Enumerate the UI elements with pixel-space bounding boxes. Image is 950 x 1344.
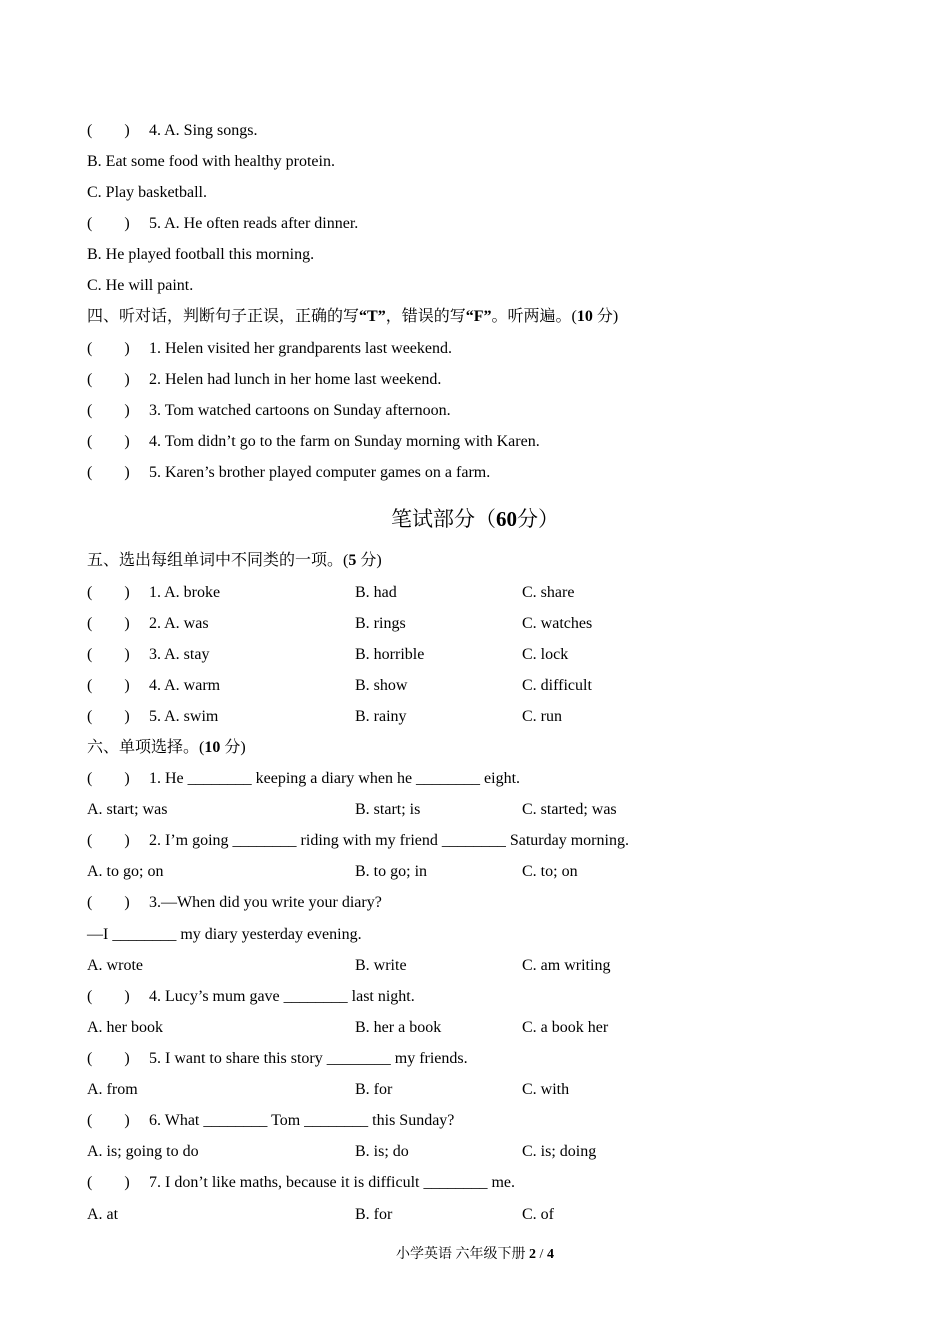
option-c: C. run <box>522 708 562 725</box>
part6-q1: ( ) 1. He ________ keeping a diary when he ________ eight. <box>87 770 521 787</box>
option-b: B. to go; in <box>355 863 428 880</box>
answer-blank[interactable]: ( ) <box>87 646 130 663</box>
answer-blank[interactable]: ( ) <box>87 677 130 694</box>
option-b: B. her a book <box>355 1019 442 1036</box>
option-b: B. show <box>355 677 408 694</box>
option-c: C. is; doing <box>522 1143 597 1160</box>
answer-blank[interactable]: ( ) <box>87 215 130 232</box>
option-c: C. with <box>522 1081 570 1098</box>
option-c: C. a book her <box>522 1019 609 1036</box>
part6-q7: ( ) 7. I don’t like maths, because it is difficult ________ me. <box>87 1174 516 1191</box>
part5-item: ( ) 4. A. warm <box>87 677 221 694</box>
q3-item-5 <box>87 214 358 234</box>
part5-heading: 五、选出每组单词中不同类的一项。(5 分) <box>87 552 382 569</box>
part5-item: ( ) 1. A. broke <box>87 584 221 601</box>
option-c: C. lock <box>522 646 569 663</box>
part6-q3: ( ) 3.—When did you write your diary? <box>87 894 382 911</box>
part6-q4: ( ) 4. Lucy’s mum gave ________ last night. <box>87 988 415 1005</box>
part4-item: ( ) 3. Tom watched cartoons on Sunday afternoon. <box>87 402 451 419</box>
option-b: B. horrible <box>355 646 425 663</box>
answer-blank[interactable]: ( ) <box>87 340 130 357</box>
answer-blank[interactable]: ( ) <box>87 615 130 632</box>
option-a: A. start; was <box>87 801 168 818</box>
question-text: 5. A. He often reads after dinner. <box>149 215 359 232</box>
option-a: A. from <box>87 1081 138 1098</box>
option-b: B. for <box>355 1081 393 1098</box>
answer-blank[interactable]: ( ) <box>87 464 130 481</box>
section-title: 笔试部分（60分） <box>391 507 559 531</box>
part6-q5: ( ) 5. I want to share this story ________ my friends. <box>87 1050 468 1067</box>
option-c: C. of <box>522 1206 554 1223</box>
answer-blank[interactable]: ( ) <box>87 1174 130 1191</box>
part4-item: ( ) 2. Helen had lunch in her home last weekend. <box>87 371 442 388</box>
option-b: B. write <box>355 957 407 974</box>
answer-blank[interactable]: ( ) <box>87 770 130 787</box>
option-b: B. rainy <box>355 708 407 725</box>
part4-item: ( ) 5. Karen’s brother played computer games on a farm. <box>87 464 491 481</box>
part5-item: ( ) 5. A. swim <box>87 708 219 725</box>
option-b: B. is; do <box>355 1143 409 1160</box>
answer-blank[interactable]: ( ) <box>87 832 130 849</box>
q3-option-b: B. He played football this morning. <box>87 246 315 263</box>
option-c: C. to; on <box>522 863 578 880</box>
answer-blank[interactable]: ( ) <box>87 122 130 139</box>
option-c: C. difficult <box>522 677 592 694</box>
option-b: B. rings <box>355 615 406 632</box>
option-a: A. to go; on <box>87 863 164 880</box>
answer-blank[interactable]: ( ) <box>87 988 130 1005</box>
part4-heading: 四、听对话，判断句子正误，正确的写“T”，错误的写“F”。听两遍。(10 分) <box>87 308 619 325</box>
answer-blank[interactable]: ( ) <box>87 708 130 725</box>
part5-item: ( ) 2. A. was <box>87 615 209 632</box>
part6-q6: ( ) 6. What ________ Tom ________ this Sunday? <box>87 1112 455 1129</box>
answer-blank[interactable]: ( ) <box>87 433 130 450</box>
answer-blank[interactable]: ( ) <box>87 894 130 911</box>
part5-item: ( ) 3. A. stay <box>87 646 210 663</box>
part6-heading: 六、单项选择。(10 分) <box>87 739 246 756</box>
part4-item: ( ) 1. Helen visited her grandparents last weekend. <box>87 340 453 357</box>
page-total: 4 <box>546 1247 554 1262</box>
q3-option-c: C. He will paint. <box>87 277 194 294</box>
answer-blank[interactable]: ( ) <box>87 371 130 388</box>
answer-blank[interactable]: ( ) <box>87 1112 130 1129</box>
option-a: A. is; going to do <box>87 1143 199 1160</box>
option-c: C. share <box>522 584 575 601</box>
option-c: C. started; was <box>522 801 617 818</box>
q3-item-4 <box>87 121 257 141</box>
page-footer: 小学英语 六年级下册 2 / 4 <box>396 1247 554 1262</box>
option-c: C. am writing <box>522 957 611 974</box>
answer-blank[interactable]: ( ) <box>87 1050 130 1067</box>
option-a: A. at <box>87 1206 119 1223</box>
q3-option-b: B. Eat some food with healthy protein. <box>87 153 335 170</box>
option-b: B. for <box>355 1206 393 1223</box>
page-number: 2 <box>529 1247 537 1262</box>
option-c: C. watches <box>522 615 593 632</box>
option-b: B. had <box>355 584 397 601</box>
option-b: B. start; is <box>355 801 421 818</box>
part6-q2: ( ) 2. I’m going ________ riding with my friend ________ Saturday morning. <box>87 832 629 849</box>
question-text: 4. A. Sing songs. <box>149 122 258 139</box>
answer-blank[interactable]: ( ) <box>87 584 130 601</box>
option-a: A. wrote <box>87 957 143 974</box>
q3-option-c: C. Play basketball. <box>87 184 207 201</box>
part6-q3-reply: —I ________ my diary yesterday evening. <box>87 926 362 943</box>
part4-item: ( ) 4. Tom didn’t go to the farm on Sunday morning with Karen. <box>87 433 540 450</box>
option-a: A. her book <box>87 1019 163 1036</box>
answer-blank[interactable]: ( ) <box>87 402 130 419</box>
